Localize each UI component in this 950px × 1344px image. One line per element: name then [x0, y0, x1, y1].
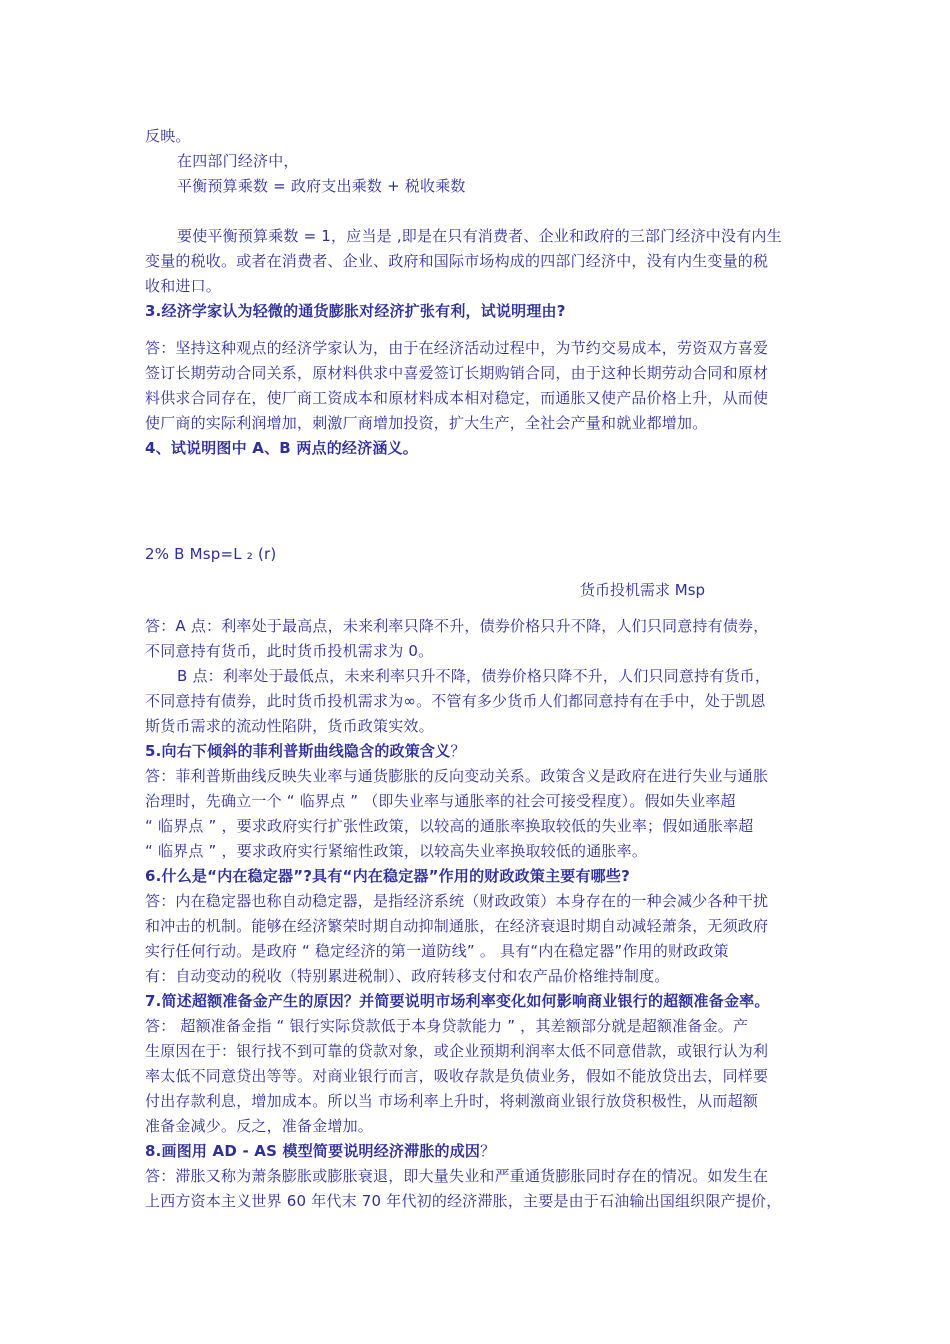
formula-line: 平衡预算乘数 = 政府支出乘数 + 税收乘数: [177, 177, 466, 195]
question-heading: [145, 740, 466, 762]
question-heading: 6.什么是“内在稳定器”?具有“内在稳定器”作用的财政政策主要有哪些?: [145, 867, 630, 885]
answer-line: 生原因在于：银行找不到可靠的贷款对象，或企业预期利润率太低不同意借款，或银行认为利: [145, 1042, 769, 1060]
text-line: 要使平衡预算乘数 = 1，应当是 ,即是在只有消费者、企业和政府的三部门经济中没有内生: [177, 227, 782, 245]
answer-line: 实行任何行动。是政府 “ 稳定经济的第一道防线” 。 具有“内在稳定器”作用的财政政策: [145, 942, 729, 960]
question-heading: 4、试说明图中 A、B 两点的经济涵义。: [145, 439, 418, 457]
answer-line: 使厂商的实际利润增加，刺激厂商增加投资，扩大生产，全社会产量和就业都增加。: [145, 414, 708, 432]
answer-line: 答： 超额准备金指 “ 银行实际贷款低于本身贷款能力 ” ，其差额部分就是超额准备金。产: [145, 1017, 749, 1035]
answer-line: 有：自动变动的税收（特别累进税制）、政府转移支付和农产品价格维持制度。: [145, 967, 670, 985]
answer-line: 答：滞胀又称为萧条膨胀或膨胀衰退，即大量失业和严重通货膨胀同时存在的情况。如发生在: [145, 1167, 769, 1185]
text-line: 在四部门经济中，: [177, 152, 299, 170]
answer-line: 斯货币需求的流动性陷阱，货币政策实效。: [145, 717, 434, 735]
question-heading: 3.经济学家认为轻微的通货膨胀对经济扩张有利，试说明理由?: [145, 302, 566, 320]
answer-line: 治理时，先确立一个 “ 临界点 ” （即失业率与通胀率的社会可接受程度）。假如失业率超: [145, 792, 736, 810]
question-heading: [145, 1140, 495, 1162]
question-heading: 7.简述超额准备金产生的原因？并简要说明市场利率变化如何影响商业银行的超额准备金率。: [145, 992, 770, 1010]
answer-line: 付出存款利息，增加成本。所以当 市场利率上升时，将刺激商业银行放贷积极性，从而超额: [145, 1092, 758, 1110]
answer-line: 答：坚持这种观点的经济学家认为，由于在经济活动过程中，为节约交易成本，劳资双方喜爱: [145, 339, 769, 357]
answer-line: 不同意持有债券，此时货币投机需求为∞。不管有多少货币人们都同意持有在手中，处于凯恩: [145, 692, 766, 710]
figure-axis-label: 货币投机需求 Msp: [580, 581, 706, 599]
answer-line: 答：内在稳定器也称自动稳定器，是指经济系统（财政政策）本身存在的一种会减少各种干扰: [145, 892, 769, 910]
question-mark: ？: [450, 742, 466, 760]
question-text: 5.向右下倾斜的菲利普斯曲线隐含的政策含义: [145, 742, 451, 760]
answer-line: 答：A 点：利率处于最高点，未来利率只降不升，债券价格只升不降，人们只同意持有债券，: [145, 617, 769, 635]
answer-line: 和冲击的机制。能够在经济繁荣时期自动抑制通胀，在经济衰退时期自动减轻萧条，无须政府: [145, 917, 769, 935]
text-line: 变量的税收。或者在消费者、企业、政府和国际市场构成的四部门经济中，没有内生变量的税: [145, 252, 769, 270]
answer-line: 率太低不同意贷出等等。对商业银行而言，吸收存款是负债业务，假如不能放贷出去，同样要: [145, 1067, 769, 1085]
answer-line: B 点：利率处于最低点，未来利率只升不降，债券价格只降不升，人们只同意持有货币，: [177, 667, 771, 685]
answer-line: 准备金减少。反之，准备金增加。: [145, 1117, 374, 1135]
answer-line: 签订长期劳动合同关系，原材料供求中喜爱签订长期购销合同，由于这种长期劳动合同和原材: [145, 364, 769, 382]
question-text: 8.画图用 AD - AS 模型简要说明经济滞胀的成因: [145, 1142, 481, 1160]
answer-line: 答：菲利普斯曲线反映失业率与通货膨胀的反向变动关系。政策含义是政府在进行失业与通胀: [145, 767, 769, 785]
text-line: 反映。: [145, 127, 191, 145]
answer-line: 料供求合同存在，使厂商工资成本和原材料成本相对稳定，而通胀又使产品价格上升，从而使: [145, 389, 769, 407]
figure-label: 2% B Msp=L ₂ (r): [145, 545, 277, 563]
text-line: 收和进口。: [145, 277, 222, 295]
answer-line: “ 临界点 ” ，要求政府实行扩张性政策，以较高的通胀率换取较低的失业率；假如通胀率超: [145, 817, 754, 835]
answer-line: 上西方资本主义世界 60 年代末 70 年代初的经济滞胀，主要是由于石油输出国组织限产提价，: [145, 1192, 782, 1210]
question-mark: ？: [480, 1142, 496, 1160]
answer-line: “ 临界点 ” ，要求政府实行紧缩性政策，以较高失业率换取较低的通胀率。: [145, 842, 648, 860]
answer-line: 不同意持有货币，此时货币投机需求为 0。: [145, 642, 434, 660]
